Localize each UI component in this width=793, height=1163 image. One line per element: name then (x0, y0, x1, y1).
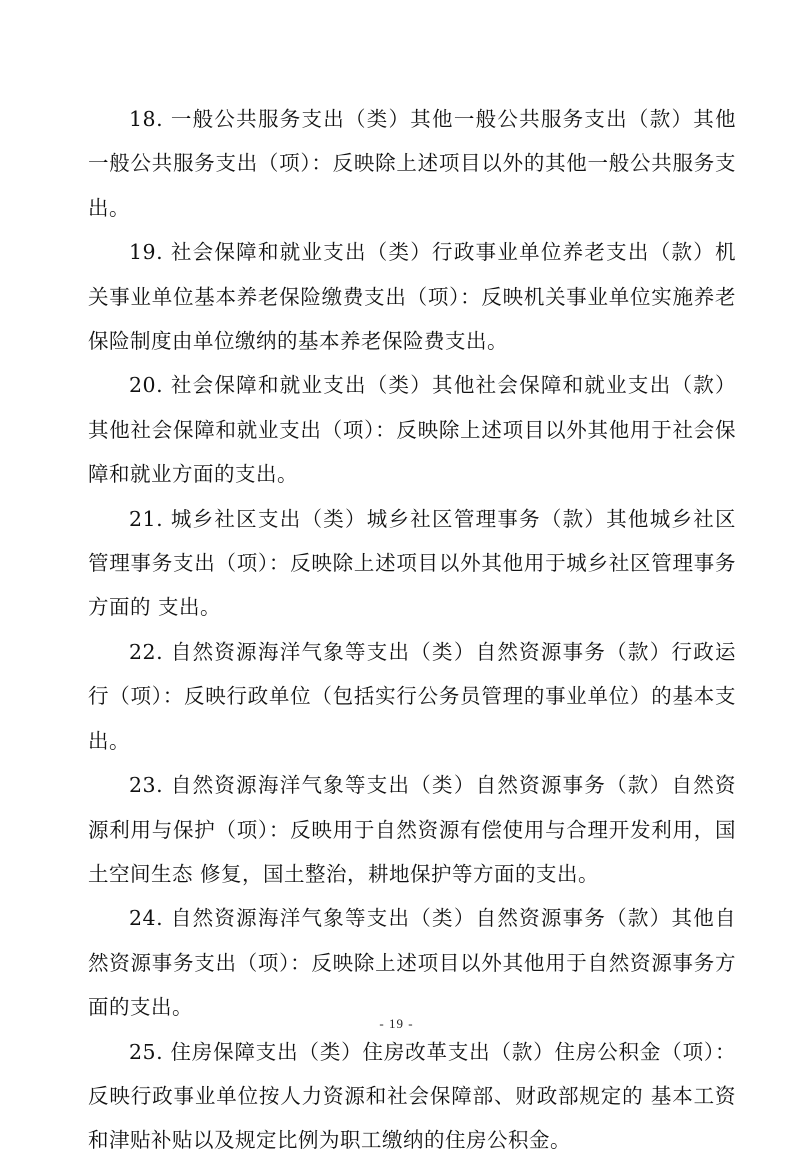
paragraph-item-21: 21. 城乡社区支出（类）城乡社区管理事务（款）其他城乡社区管理事务支出（项）：反映除上述项目以外其他用于城乡社区管理事务方面的 支出。 (88, 506, 736, 620)
paragraph-item-22: 22. 自然资源海洋气象等支出（类）自然资源事务（款）行政运行（项）：反映行政单位（包括实行公务员管理的事业单位）的基本支出。 (88, 639, 736, 753)
paragraph-item-18: 18. 一般公共服务支出（类）其他一般公共服务支出（款）其他一般公共服务支出（项）：反映除上述项目以外的其他一般公共服务支出。 (88, 107, 736, 220)
page-number: - 19 - (379, 1016, 414, 1031)
paragraph-item-19: 19. 社会保障和就业支出（类）行政事业单位养老支出（款）机关事业单位基本养老保险缴费支出（项）：反映机关事业单位实施养老保险制度由单位缴纳的基本养老保险费支出。 (88, 240, 736, 354)
paragraph-item-23: 23. 自然资源海洋气象等支出（类）自然资源事务（款）自然资源利用与保护（项）：反映用于自然资源有偿使用与合理开发利用，国土空间生态 修复，国土整治，耕地保护等方面的支出。 (88, 773, 736, 886)
paragraph-item-20: 20. 社会保障和就业支出（类）其他社会保障和就业支出（款）其他社会保障和就业支出（项）：反映除上述项目以外其他用于社会保障和就业方面的支出。 (88, 373, 736, 487)
paragraph-item-24: 24. 自然资源海洋气象等支出（类）自然资源事务（款）其他自然资源事务支出（项）：反映除上述项目以外其他用于自然资源事务方面的支出。 (88, 906, 736, 1020)
body-text (88, 97, 736, 1163)
paragraph-item-25: 25. 住房保障支出（类）住房改革支出（款）住房公积金（项）：反映行政事业单位按人力资源和社会保障部、财政部规定的 基本工资和津贴补贴以及规定比例为职工缴纳的住房公积金。 (88, 1039, 736, 1153)
